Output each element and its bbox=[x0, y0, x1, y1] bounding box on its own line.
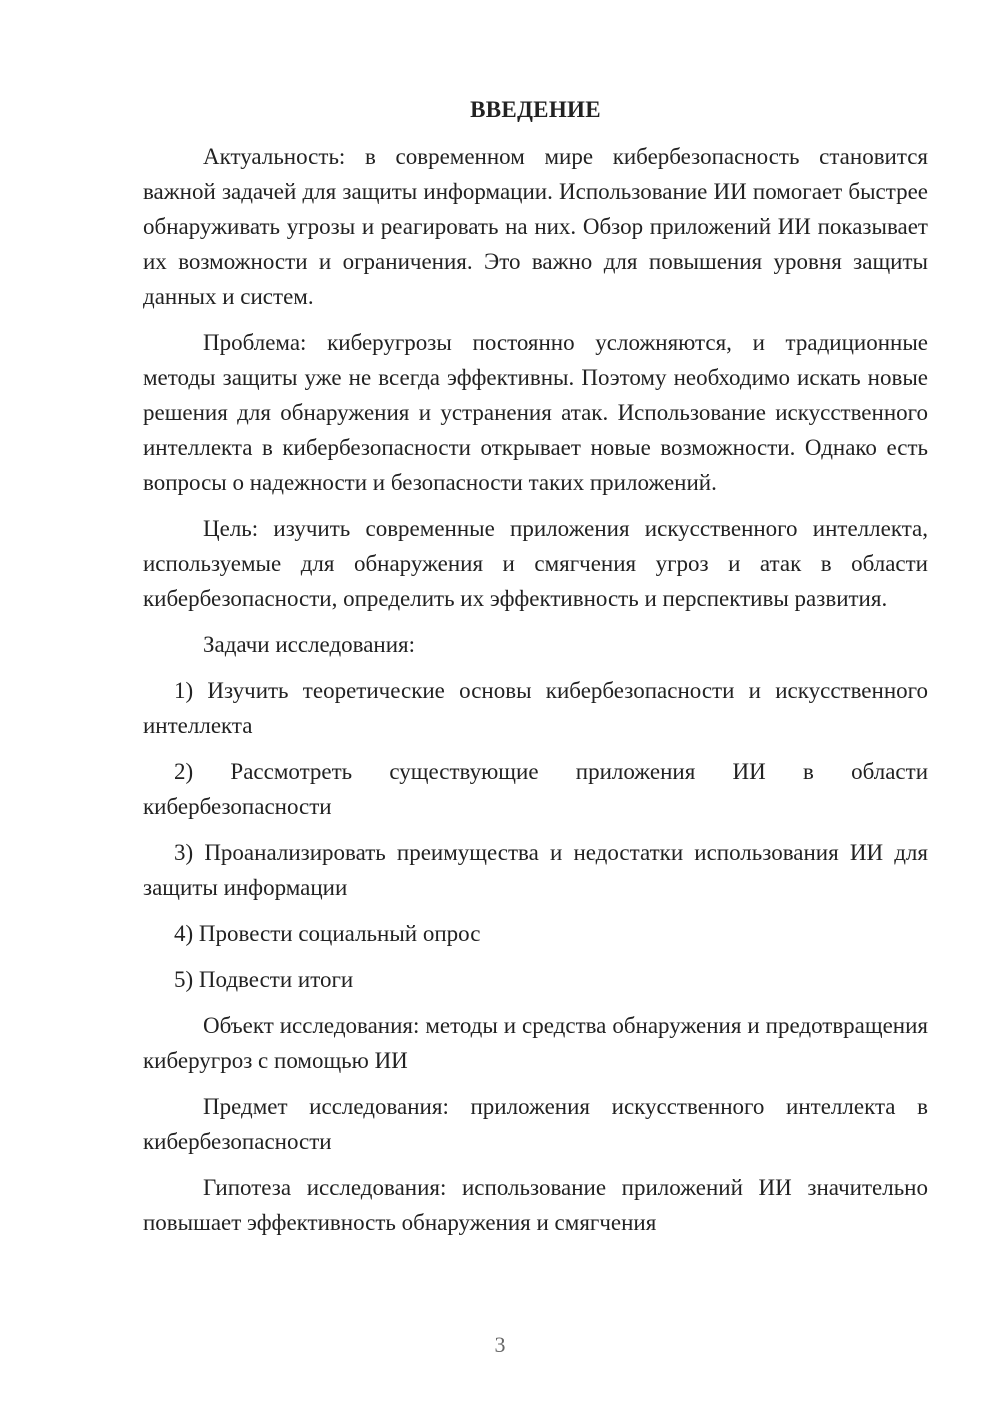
paragraph-problem: Проблема: киберугрозы постоянно усложняются, и традиционные методы защиты уже не всегда эффективны. Поэтому необходимо искать новые решения для обнаружения и устранения атак. Использование искусственного интеллекта в кибербезопасности открывает новые возможности. Однако есть вопросы о надежности и безопасности таких приложений. bbox=[143, 330, 928, 495]
page-title: ВВЕДЕНИЕ bbox=[470, 97, 601, 122]
paragraph-hypothesis: Гипотеза исследования: использование приложений ИИ значительно повышает эффективность обнаружения и смягчения bbox=[143, 1175, 928, 1235]
task-item-1: 1) Изучить теоретические основы кибербезопасности и искусственного интеллекта bbox=[143, 678, 928, 738]
paragraph-subject: Предмет исследования: приложения искусственного интеллекта в кибербезопасности bbox=[143, 1094, 928, 1154]
task-item-5: 5) Подвести итоги bbox=[174, 967, 354, 992]
paragraph-object: Объект исследования: методы и средства обнаружения и предотвращения киберугроз с помощью ИИ bbox=[143, 1013, 928, 1073]
paragraph-relevance: Актуальность: в современном мире кибербезопасность становится важной задачей для защиты информации. Использование ИИ помогает быстрее обнаруживать угрозы и реагировать на них. Обзор приложений ИИ показывает их возможности и ограничения. Это важно для повышения уровня защиты данных и систем. bbox=[143, 144, 928, 309]
task-item-2: 2) Рассмотреть существующие приложения ИИ в области кибербезопасности bbox=[143, 759, 928, 819]
task-item-3: 3) Проанализировать преимущества и недостатки использования ИИ для защиты информации bbox=[143, 840, 928, 900]
task-item-4: 4) Провести социальный опрос bbox=[174, 921, 481, 946]
paragraph-goal: Цель: изучить современные приложения искусственного интеллекта, используемые для обнаружения и смягчения угроз и атак в области кибербезопасности, определить их эффективность и перспективы развития. bbox=[143, 516, 928, 611]
page-number: 3 bbox=[494, 1332, 506, 1357]
paragraph-tasks-heading: Задачи исследования: bbox=[203, 632, 416, 657]
